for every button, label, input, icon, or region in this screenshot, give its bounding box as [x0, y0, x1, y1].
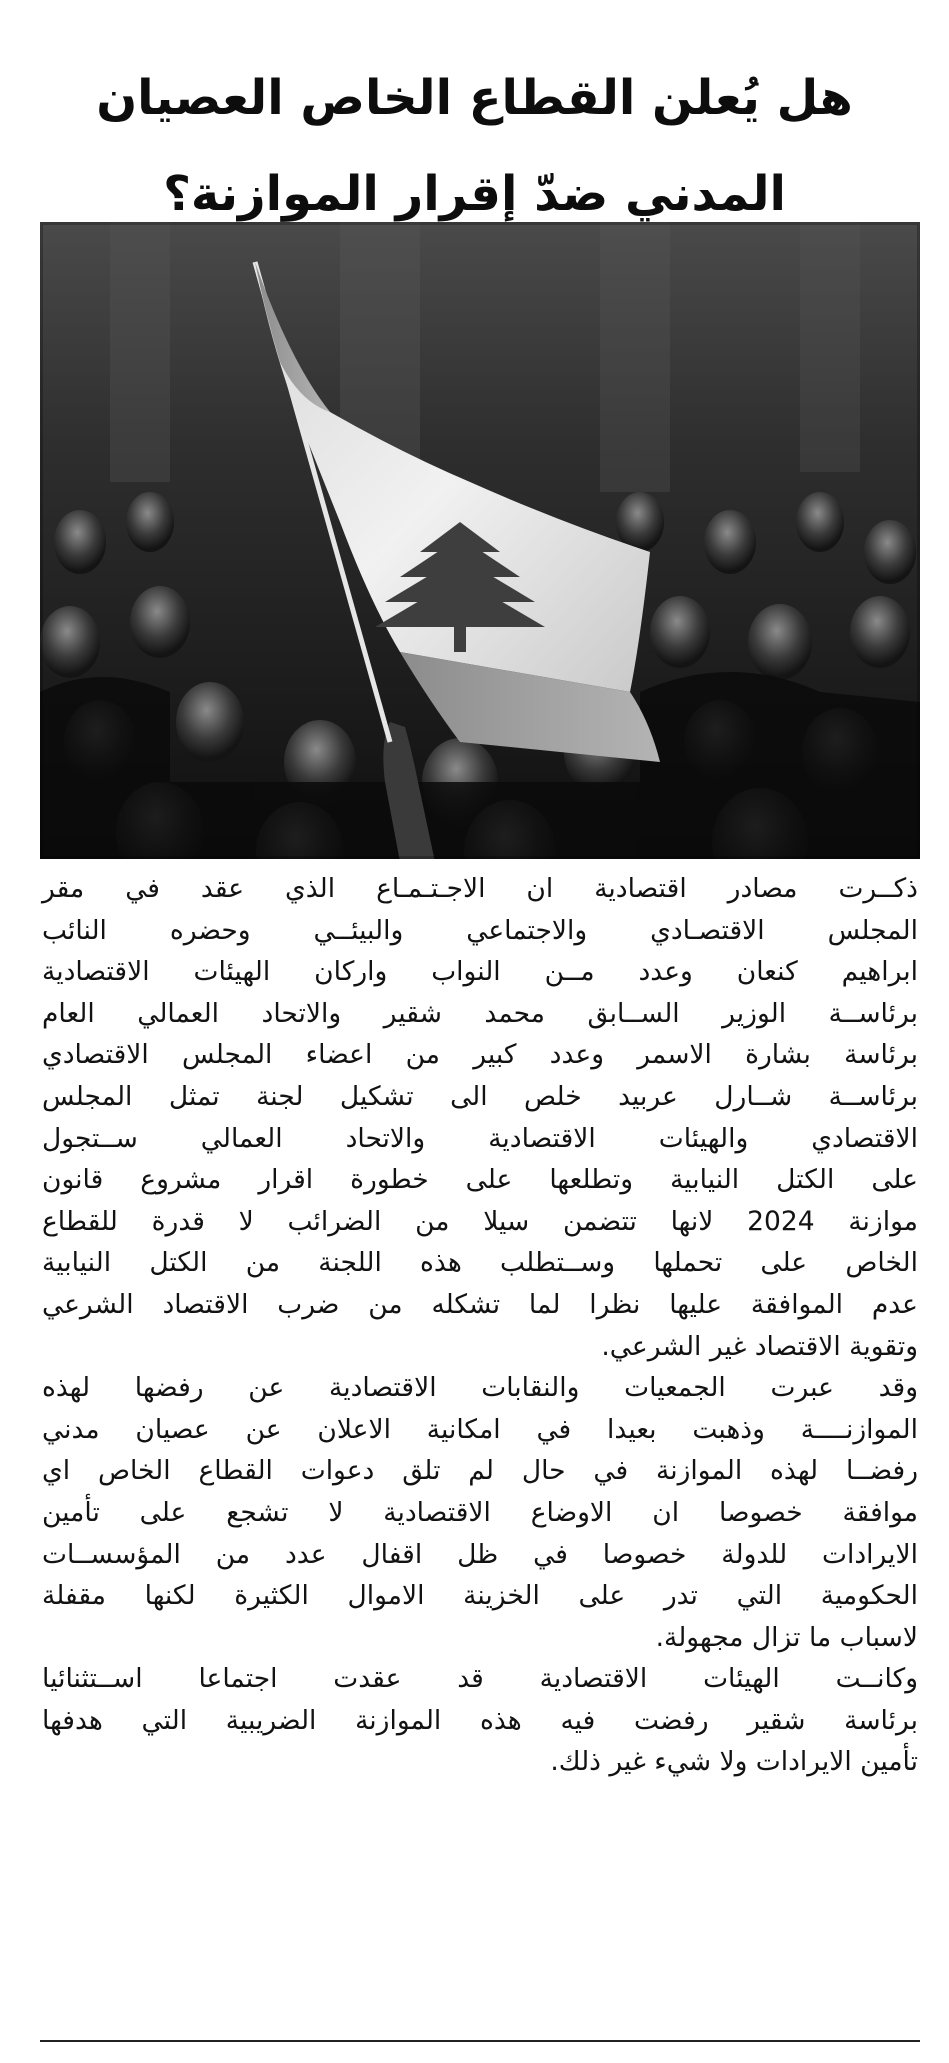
text-line: على الكتل النيابية وتطلعها على خطورة اقرار مشروع قانون: [42, 1164, 918, 1196]
text-line: تأمين الايرادات ولا شيء غير ذلك.: [550, 1746, 918, 1778]
text-line: عدم الموافقة عليها نظرا لما تشكله من ضرب الاقتصاد الشرعي: [42, 1288, 918, 1320]
text-line: ذكــرت مصادر اقتصادية ان الاجـتـمـاع الذي عقد في مقر: [42, 873, 918, 904]
text-line: موازنة 2024 لانها تتضمن سيلا من الضرائب لا قدرة للقطاع: [42, 1205, 918, 1237]
text-line: برئاســة الوزير الســابق محمد شقير والاتحاد العمالي العام: [42, 997, 918, 1029]
article-body: [42, 868, 918, 1783]
text-line: وكانــت الهيئات الاقتصادية قد عقدت اجتماعا اســتثنائيا: [42, 1663, 918, 1695]
text-line: وتقوية الاقتصاد غير الشرعي.: [601, 1330, 918, 1362]
text-line: لاسباب ما تزال مجهولة.: [655, 1621, 918, 1653]
text-line: ابراهيم كنعان وعدد مــن النواب واركان الهيئات الاقتصادية: [42, 956, 918, 988]
paragraph-3: [42, 1658, 918, 1783]
text-line: موافقة خصوصا ان الاوضاع الاقتصادية لا تشجع على تأمين: [42, 1496, 918, 1528]
text-line: الحكومية التي تدر على الخزينة الاموال الكثيرة لكنها مقفلة: [42, 1580, 918, 1612]
text-line: المجلس الاقتصـادي والاجتماعي والبيئــي وحضره النائب: [42, 914, 918, 946]
text-line: الاقتصادي والهيئات الاقتصادية والاتحاد العمالي ســتجول: [42, 1122, 918, 1154]
crowd-flag-image: [40, 222, 920, 859]
headline-line-1: هل يُعلن القطاع الخاص العصيان: [96, 70, 853, 127]
text-line: برئاســة شــارل عربيد خلص الى تشكيل لجنة تمثل المجلس: [42, 1080, 918, 1112]
text-line: الموازنــــة وذهبت بعيدا في امكانية الاعلان عن عصيان مدني: [42, 1413, 918, 1445]
text-line: وقد عبرت الجمعيات والنقابات الاقتصادية عن رفضها لهذه: [42, 1372, 918, 1404]
text-line: رفضــا لهذه الموازنة في حال لم تلق دعوات القطاع الخاص اي: [42, 1455, 918, 1487]
paragraph-1: [42, 868, 918, 1367]
text-line: برئاسة بشارة الاسمر وعدد كبير من اعضاء المجلس الاقتصادي: [42, 1039, 918, 1071]
bottom-divider: [40, 2040, 920, 2042]
article-photo: [40, 222, 920, 859]
text-line: الخاص على تحملها وســتطلب هذه اللجنة من الكتل النيابية: [42, 1247, 918, 1279]
text-line: برئاسة شقير رفضت فيه هذه الموازنة الضريبية التي هدفها: [42, 1704, 918, 1736]
text-line: الايرادات للدولة خصوصا في ظل اقفال عدد من المؤسســات: [42, 1538, 918, 1570]
article-headline: [30, 50, 919, 242]
paragraph-2: [42, 1367, 918, 1658]
headline-line-2: المدني ضدّ إقرار الموازنة؟: [163, 166, 786, 223]
